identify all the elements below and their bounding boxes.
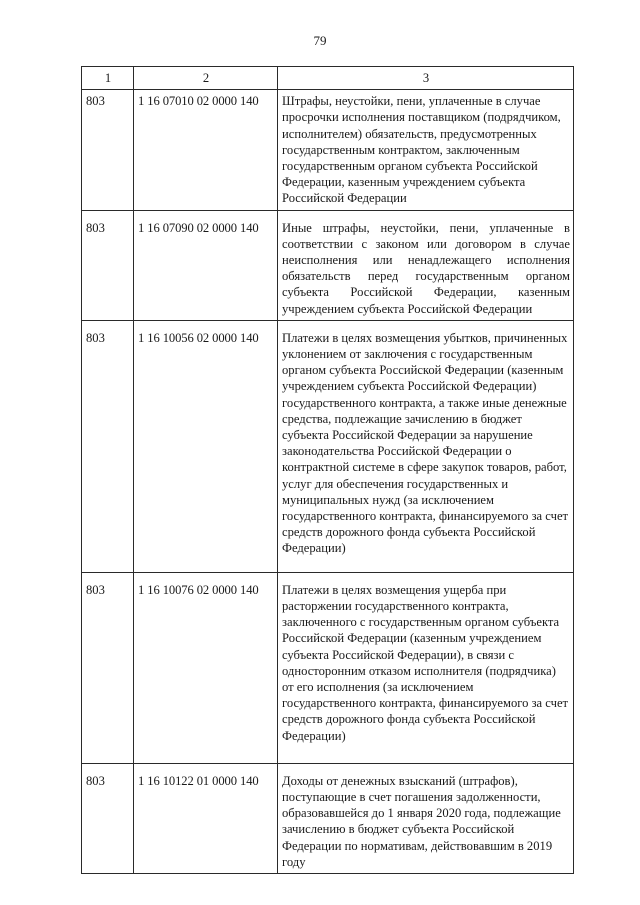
page-number: 79	[313, 33, 327, 48]
column-header-1: 1	[82, 67, 134, 90]
admin-code-cell: 803	[82, 320, 134, 572]
revenue-codes-table	[81, 66, 574, 874]
budget-code-cell: 1 16 07010 02 0000 140	[134, 90, 278, 210]
description-cell: Платежи в целях возмещения убытков, причиненных уклонением от заключения с государственным органом субъекта Российской Федерации (казенным учреждением субъекта Российской Федерации) государственного контракта, а также иные денежные средства, подлежащие зачислению в бюджет субъекта Российской Федерации за нарушение законодательства Российской Федерации о контрактной системе в сфере закупок товаров, работ, услуг для обеспечения государственных и муниципальных нужд (за исключением государственного контракта, финансируемого за счет средств дорожного фонда субъекта Российской Федерации)	[278, 320, 574, 572]
admin-code-cell: 803	[82, 210, 134, 320]
budget-code-cell: 1 16 10056 02 0000 140	[134, 320, 278, 572]
table-row	[82, 763, 574, 873]
table-row	[82, 210, 574, 320]
admin-code-cell: 803	[82, 90, 134, 210]
table-row	[82, 90, 574, 210]
column-header-2: 2	[134, 67, 278, 90]
description-cell: Платежи в целях возмещения ущерба при расторжении государственного контракта, заключенного с государственным органом субъекта Российской Федерации (казенным учреждением субъекта Российской Федерации), в связи с односторонним отказом исполнителя (подрядчика) от его исполнения (за исключением государственного контракта, финансируемого за счет средств дорожного фонда субъекта Российской Федерации)	[278, 572, 574, 763]
budget-code-cell: 1 16 07090 02 0000 140	[134, 210, 278, 320]
description-cell: Иные штрафы, неустойки, пени, уплаченные в соответствии с законом или договором в случае неисполнения или ненадлежащего исполнения обязательств перед государственным органом субъекта Российской Федерации, казенным учреждением субъекта Российской Федерации	[278, 210, 574, 320]
column-header-3: 3	[278, 67, 574, 90]
description-cell: Штрафы, неустойки, пени, уплаченные в случае просрочки исполнения поставщиком (подрядчиком, исполнителем) обязательств, предусмотренных государственным контрактом, заключенным государственным органом субъекта Российской Федерации, казенным учреждением субъекта Российской Федерации	[278, 90, 574, 210]
table-header-row	[82, 67, 574, 90]
table-row	[82, 320, 574, 572]
table-row	[82, 572, 574, 763]
budget-code-cell: 1 16 10122 01 0000 140	[134, 763, 278, 873]
admin-code-cell: 803	[82, 572, 134, 763]
description-cell: Доходы от денежных взысканий (штрафов), поступающие в счет погашения задолженности, образовавшейся до 1 января 2020 года, подлежащие зачислению в бюджет субъекта Российской Федерации по нормативам, действовавшим в 2019 году	[278, 763, 574, 873]
admin-code-cell: 803	[82, 763, 134, 873]
budget-code-cell: 1 16 10076 02 0000 140	[134, 572, 278, 763]
